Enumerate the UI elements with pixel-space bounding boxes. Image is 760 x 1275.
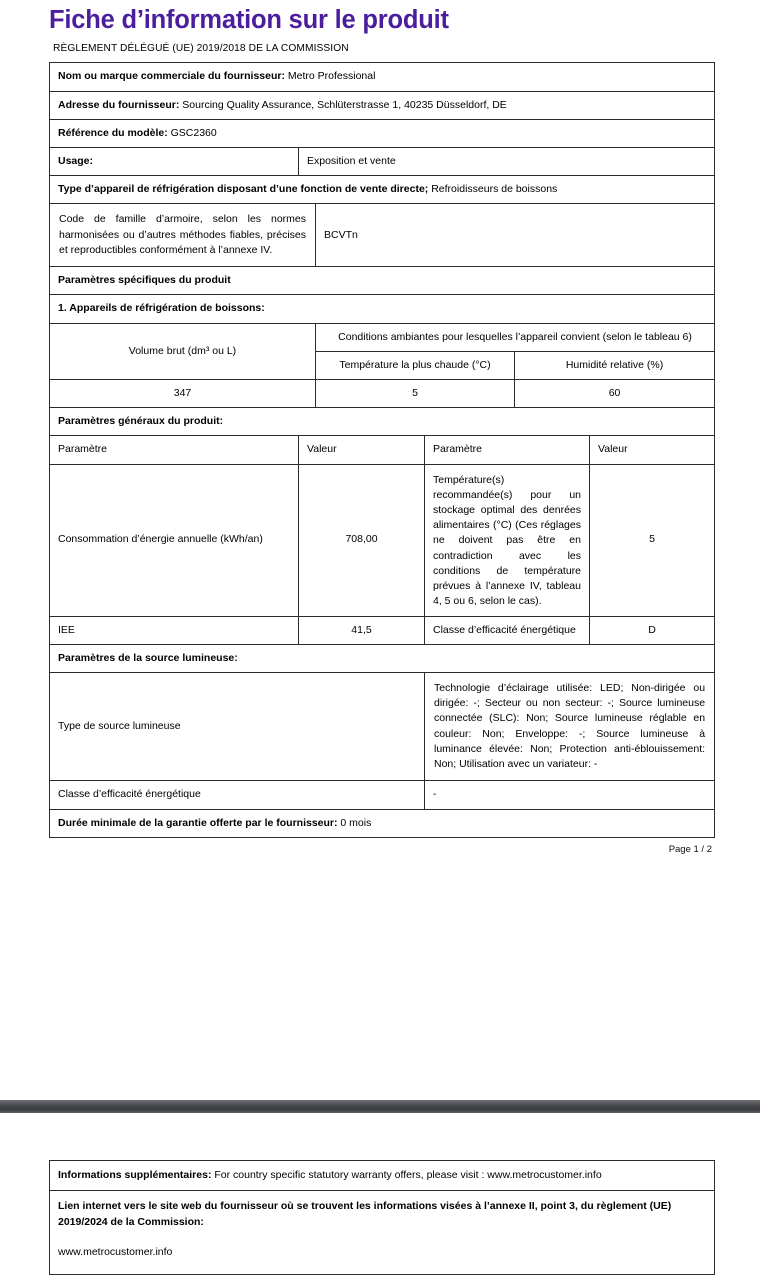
energy-efficiency-class-label: Classe d’efficacité énergétique [425, 616, 590, 644]
model-reference-row [50, 119, 715, 147]
page-indicator: Page 1 / 2 [668, 843, 712, 855]
recommended-temperature-value: 5 [590, 464, 715, 616]
relative-humidity-header: Humidité relative (%) [515, 351, 715, 379]
supplier-address-row [50, 91, 715, 119]
supplier-name-row [50, 63, 715, 91]
additional-info-value: For country specific statutory warranty offers, please visit : www.metrocustomer.info [214, 1169, 602, 1181]
warranty-row [50, 809, 715, 837]
regulation-subtitle: RÈGLEMENT DÉLÉGUÉ (UE) 2019/2018 DE LA COMMISSION [53, 43, 349, 55]
energy-efficiency-class-value: D [590, 616, 715, 644]
relative-humidity-value: 60 [515, 379, 715, 407]
warmest-temperature-header: Température la plus chaude (°C) [316, 351, 515, 379]
light-source-efficiency-value: - [425, 781, 715, 809]
usage-label: Usage: [50, 147, 299, 175]
general-params-heading: Paramètres généraux du produit: [50, 408, 715, 436]
annual-energy-value: 708,00 [299, 464, 425, 616]
ambient-conditions-header: Conditions ambiantes pour lesquelles l’appareil convient (selon le tableau 6) [316, 323, 715, 351]
gross-volume-value: 347 [50, 379, 316, 407]
cabinet-family-row [50, 204, 715, 267]
supplier-website-label: Lien internet vers le site web du fournisseur où se trouvent les informations visées à l’annexe II, point 3, du règlement (UE) 2019/2024 de la Commission: [58, 1200, 672, 1228]
param-header-right: Paramètre [425, 436, 590, 464]
warmest-temperature-value: 5 [316, 379, 515, 407]
warranty-value: 0 mois [340, 816, 372, 829]
supplier-name-value: Metro Professional [287, 70, 376, 83]
value-header-right: Valeur [590, 436, 715, 464]
general-params-header-row [50, 436, 715, 464]
light-source-type-value: Technologie d’éclairage utilisée: LED; Non-dirigée ou dirigée: -; Secteur ou non secteur: -; Source lumineuse connectée (SLC): Non; Source lumineuse réglable en couleur: Non; Enveloppe: -; Source lumineuse à luminance élevée: Non; Protection anti-éblouissement: Non; Utilisation avec un variateur: - [425, 673, 715, 781]
usage-value: Exposition et vente [299, 147, 715, 175]
warranty-label: Durée minimale de la garantie offerte par le fournisseur: [58, 816, 338, 829]
additional-info-label: Informations supplémentaires: [58, 1169, 212, 1181]
general-params-section-row [50, 408, 715, 436]
product-information-table [49, 62, 715, 837]
product-fiche-page-2 [49, 1160, 714, 1275]
light-source-type-row [50, 673, 715, 781]
gross-volume-header: Volume brut (dm³ ou L) [50, 323, 316, 379]
beverage-header-row-1 [50, 323, 715, 351]
cabinet-family-label: Code de famille d’armoire, selon les normes harmonisées ou d’autres méthodes fiables, précises et reproductibles conformément à l’annexe IV. [50, 204, 316, 267]
page-separator [0, 1100, 760, 1113]
model-reference-value: GSC2360 [170, 126, 217, 139]
recommended-temperature-label: Température(s) recommandée(s) pour un stockage optimal des denrées alimentaires (°C) (Ces réglages ne doivent pas être en contradiction avec les conditions de température prévues à l’annexe IV, tableau 4, 5 ou 6, selon le cas). [425, 464, 590, 616]
light-source-section-row [50, 644, 715, 672]
value-header-left: Valeur [299, 436, 425, 464]
beverage-coolers-section-row [50, 295, 715, 323]
appliance-type-value: Refroidisseurs de boissons [431, 183, 558, 196]
specific-params-section-row [50, 267, 715, 295]
page-title: Fiche d’information sur le produit [49, 6, 449, 34]
beverage-values-row [50, 379, 715, 407]
product-fiche-page-1 [49, 0, 714, 855]
additional-info-row [50, 1161, 715, 1191]
usage-row [50, 147, 715, 175]
table-row [50, 464, 715, 616]
model-reference-label: Référence du modèle: [58, 126, 168, 139]
table-row [50, 616, 715, 644]
specific-params-heading: Paramètres spécifiques du produit [50, 267, 715, 295]
cabinet-family-value: BCVTn [316, 204, 715, 267]
beverage-coolers-heading: 1. Appareils de réfrigération de boissons: [50, 295, 715, 323]
supplier-website-url[interactable]: www.metrocustomer.info [58, 1245, 173, 1258]
additional-information-table [49, 1160, 715, 1275]
light-source-type-label: Type de source lumineuse [50, 673, 425, 781]
eei-value: 41,5 [299, 616, 425, 644]
supplier-address-value: Sourcing Quality Assurance, Schlüterstrasse 1, 40235 Düsseldorf, DE [182, 98, 507, 111]
annual-energy-label: Consommation d’énergie annuelle (kWh/an) [50, 464, 299, 616]
eei-label: IEE [50, 616, 299, 644]
supplier-name-label: Nom ou marque commerciale du fournisseur: [58, 70, 285, 83]
appliance-type-row [50, 176, 715, 204]
supplier-address-label: Adresse du fournisseur: [58, 98, 180, 111]
light-source-heading: Paramètres de la source lumineuse: [50, 644, 715, 672]
light-source-efficiency-label: Classe d’efficacité énergétique [50, 781, 425, 809]
param-header-left: Paramètre [50, 436, 299, 464]
supplier-website-row [50, 1191, 715, 1275]
appliance-type-label: Type d’appareil de réfrigération disposant d’une fonction de vente directe; [58, 183, 429, 196]
light-source-efficiency-row [50, 781, 715, 809]
